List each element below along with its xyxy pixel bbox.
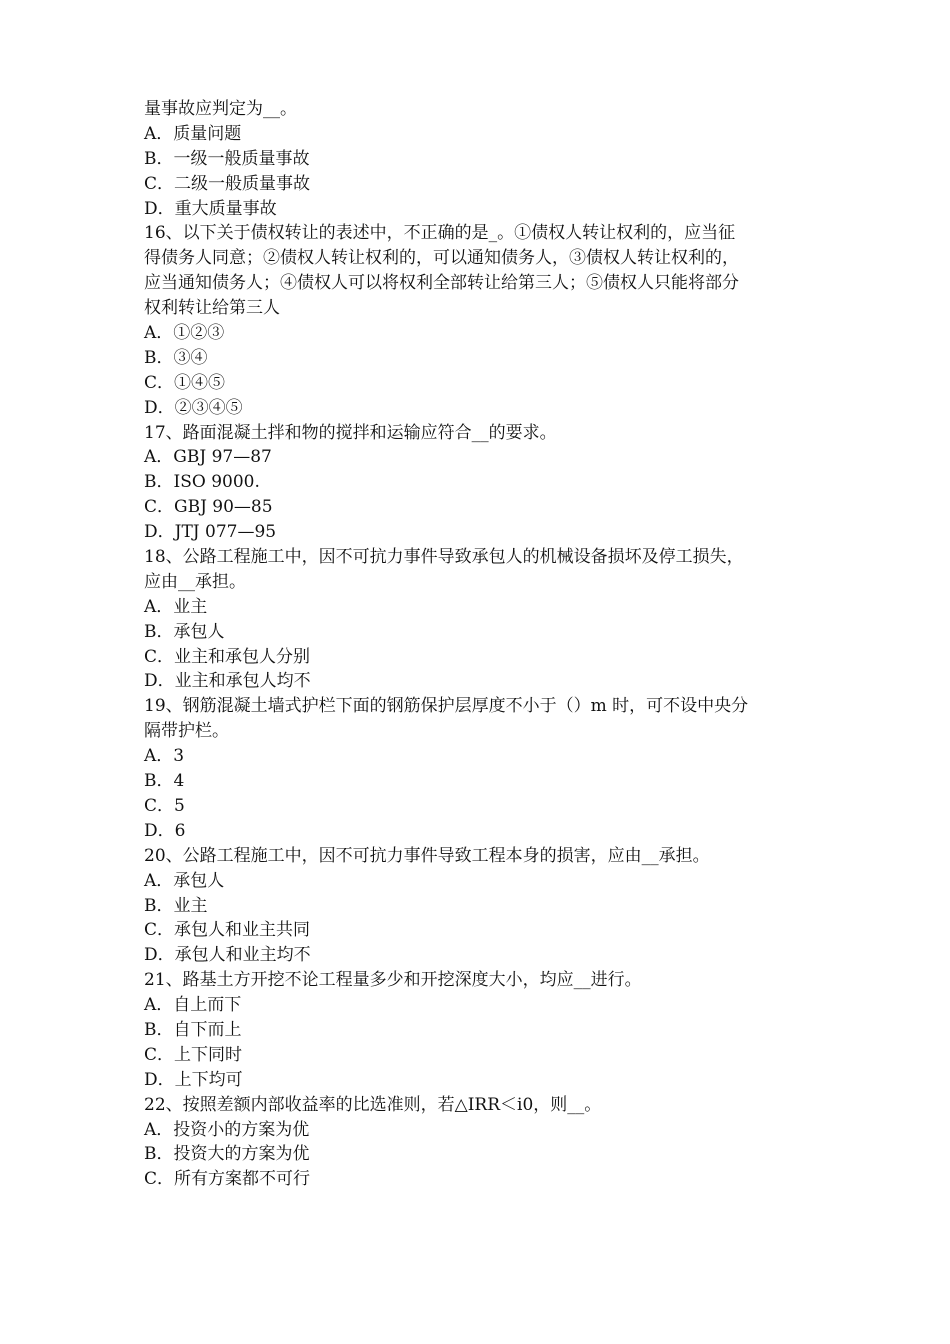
- text-line: A．3: [144, 746, 185, 767]
- text-line: C．GBJ 90—85: [144, 497, 273, 518]
- text-line: 18、公路工程施工中，因不可抗力事件导致承包人的机械设备损坏及停工损失，: [144, 547, 744, 568]
- text-line: C．上下同时: [144, 1044, 243, 1065]
- text-line: B．③④: [144, 347, 208, 368]
- document-body: [144, 97, 814, 1192]
- text-line: 量事故应判定为__。: [144, 99, 297, 119]
- text-line: C．业主和承包人分别: [144, 646, 311, 667]
- text-line: B．承包人: [144, 621, 225, 642]
- text-line: B．自下而上: [144, 1019, 242, 1040]
- text-line: B．一级一般质量事故: [144, 148, 310, 169]
- text-line: 应当通知债务人；④债权人可以将权利全部转让给第三人；⑤债权人只能将部分: [144, 273, 739, 294]
- text-line: 权利转让给第三人: [144, 298, 280, 319]
- text-line: 应由__承担。: [144, 571, 246, 592]
- text-line: D．JTJ 077—95: [144, 522, 277, 543]
- text-line: 得债务人同意；②债权人转让权利的，可以通知债务人，③债权人转让权利的，: [144, 248, 739, 269]
- text-line: D．②③④⑤: [144, 397, 243, 418]
- text-line: B．ISO 9000.: [144, 472, 260, 493]
- text-line: C．①④⑤: [144, 372, 226, 393]
- text-line: C．5: [144, 795, 185, 816]
- text-line: 17、路面混凝土拌和物的搅拌和运输应符合__的要求。: [144, 422, 557, 443]
- text-line: C．承包人和业主共同: [144, 920, 311, 941]
- text-line: B．4: [144, 771, 185, 792]
- text-line: D．6: [144, 820, 186, 841]
- text-line: 21、路基土方开挖不论工程量多少和开挖深度大小，均应__进行。: [144, 970, 642, 991]
- text-line: 16、以下关于债权转让的表述中，不正确的是_。①债权人转让权利的，应当征: [144, 223, 736, 244]
- text-line: A．质量问题: [144, 123, 242, 144]
- text-line: A．承包人: [144, 870, 225, 891]
- text-line: D．承包人和业主均不: [144, 945, 311, 966]
- text-line: 20、公路工程施工中，因不可抗力事件导致工程本身的损害，应由__承担。: [144, 845, 710, 866]
- text-line: D．上下均可: [144, 1069, 243, 1090]
- text-line: A．自上而下: [144, 995, 242, 1016]
- text-line: B．投资大的方案为优: [144, 1144, 310, 1165]
- text-line: 隔带护栏。: [144, 721, 229, 742]
- text-line: D．业主和承包人均不: [144, 671, 311, 692]
- text-line: 22、按照差额内部收益率的比选准则，若△IRR＜i0，则__。: [144, 1094, 602, 1115]
- text-line: A．①②③: [144, 323, 225, 344]
- text-line: A．业主: [144, 596, 208, 617]
- text-line: A．投资小的方案为优: [144, 1119, 310, 1140]
- text-line: C．所有方案都不可行: [144, 1169, 311, 1190]
- text-line: 19、钢筋混凝土墙式护栏下面的钢筋保护层厚度不小于（）m 时，可不设中央分: [144, 696, 749, 717]
- text-line: B．业主: [144, 895, 208, 916]
- text-line: D．重大质量事故: [144, 198, 277, 219]
- text-line: A．GBJ 97—87: [144, 447, 272, 468]
- text-line: C．二级一般质量事故: [144, 173, 311, 194]
